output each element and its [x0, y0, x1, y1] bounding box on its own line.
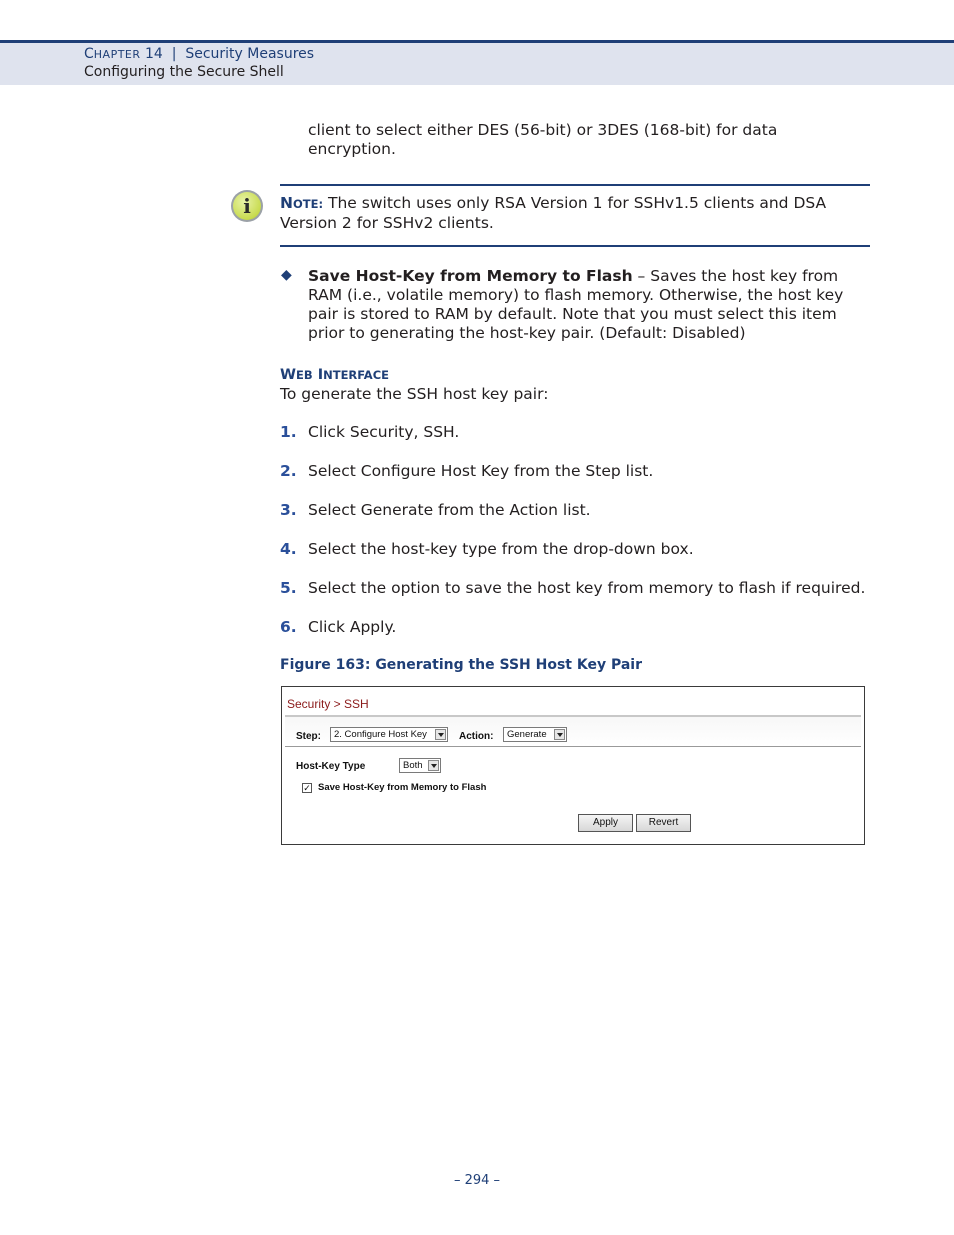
- note-top-rule: [280, 184, 870, 186]
- step-number: 1.: [280, 423, 297, 441]
- chevron-down-icon: [428, 760, 439, 771]
- step-text: Select Configure Host Key from the Step list.: [308, 462, 654, 480]
- step-text: Select the host-key type from the drop-down box.: [308, 540, 694, 558]
- chevron-down-icon: [554, 729, 565, 740]
- step-number: 3.: [280, 501, 297, 519]
- note-bottom-rule: [280, 245, 870, 247]
- ssh-config-screenshot: [281, 686, 865, 845]
- host-key-type-label: Host-Key Type: [296, 761, 366, 772]
- apply-button[interactable]: Apply: [578, 814, 633, 832]
- host-key-type-select[interactable]: Both: [399, 758, 441, 773]
- bullet-paragraph: Save Host-Key from Memory to Flash – Saves the host key from RAM (i.e., volatile memory) to flash memory. Otherwise, the host key pair is stored to RAM by default. Note that you must select this item prior to generating the host-key pair. (Default: Disabled): [308, 267, 844, 342]
- action-label: Action:: [459, 731, 494, 742]
- chevron-down-icon: [435, 729, 446, 740]
- step-text: Click Apply.: [308, 618, 397, 636]
- section-title: Configuring the Secure Shell: [84, 64, 284, 80]
- chapter-title: Security Measures: [185, 46, 315, 62]
- web-interface-heading: WEB INTERFACE: [280, 367, 390, 383]
- step-number: 2.: [280, 462, 297, 480]
- step-number: 6.: [280, 618, 297, 636]
- revert-button[interactable]: Revert: [636, 814, 691, 832]
- bullet-title: Save Host-Key from Memory to Flash: [308, 267, 633, 285]
- chapter-heading: CHAPTER 14 | Security Measures: [84, 46, 315, 62]
- save-host-key-checkbox[interactable]: ✓: [303, 783, 311, 793]
- save-host-key-label: Save Host-Key from Memory to Flash: [318, 782, 487, 793]
- info-icon: i: [231, 190, 263, 222]
- action-select[interactable]: Generate: [503, 727, 567, 742]
- breadcrumb: Security > SSH: [287, 697, 369, 711]
- step-number: 4.: [280, 540, 297, 558]
- diamond-bullet-icon: ◆: [281, 267, 292, 283]
- step-label: Step:: [296, 731, 321, 742]
- figure-caption: Figure 163: Generating the SSH Host Key Pair: [280, 657, 642, 673]
- note-label: NOTE:: [280, 194, 324, 212]
- step-text: Click Security, SSH.: [308, 423, 460, 441]
- web-interface-intro: To generate the SSH host key pair:: [280, 385, 549, 403]
- step-text: Select the option to save the host key from memory to flash if required.: [308, 579, 866, 597]
- page-number: – 294 –: [453, 1173, 501, 1188]
- step-number: 5.: [280, 579, 297, 597]
- note-text: NOTE: The switch uses only RSA Version 1 for SSHv1.5 clients and DSA Version 2 for SSHv2 clients.: [280, 194, 827, 232]
- toolbar-rule: [285, 746, 861, 747]
- step-select[interactable]: 2. Configure Host Key: [330, 727, 448, 742]
- step-text: Select Generate from the Action list.: [308, 501, 591, 519]
- intro-paragraph: client to select either DES (56-bit) or 3DES (168-bit) for data encryption.: [308, 121, 778, 158]
